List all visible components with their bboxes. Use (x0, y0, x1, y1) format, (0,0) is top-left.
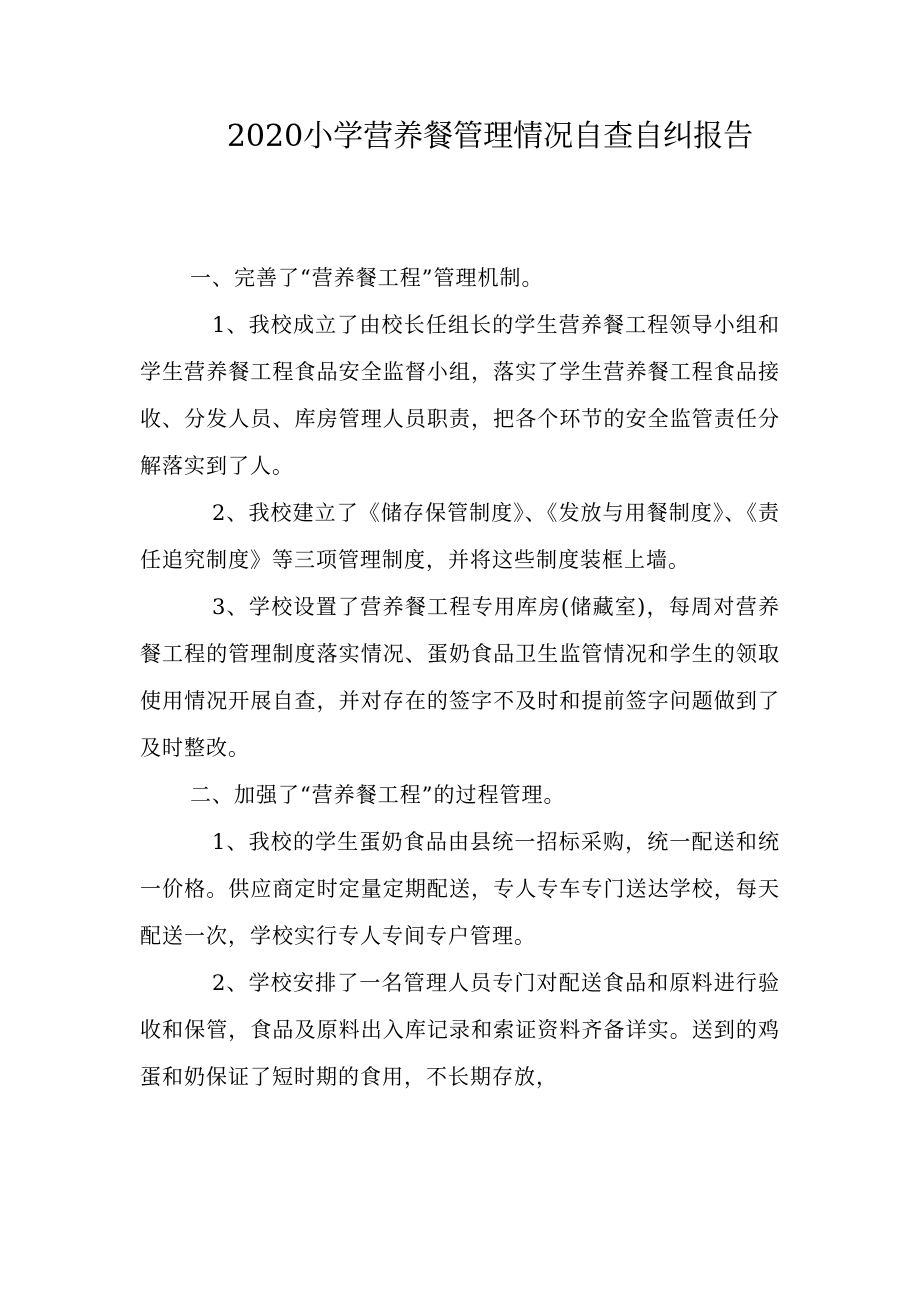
paragraph-2-2: 2、学校安排了一名管理人员专门对配送食品和原料进行验收和保管，食品及原料出入库记录和索证资料齐备详实。送到的鸡蛋和奶保证了短时期的食用，不长期存放， (140, 971, 780, 1089)
document-body (140, 255, 780, 1101)
section-heading-2: 二、加强了“营养餐工程”的过程管理。 (190, 783, 566, 807)
paragraph-1-1: 1、我校成立了由校长任组长的学生营养餐工程领导小组和学生营养餐工程食品安全监督小组，落实了学生营养餐工程食品接收、分发人员、库房管理人员职责，把各个环节的安全监管责任分解落实到了人。 (140, 313, 780, 478)
paragraph-1-2: 2、我校建立了《储存保管制度》、《发放与用餐制度》、《责任追究制度》等三项管理制度，并将这些制度装框上墙。 (140, 501, 780, 572)
paragraph-1-3: 3、学校设置了营养餐工程专用库房(储藏室)，每周对营养餐工程的管理制度落实情况、蛋奶食品卫生监管情况和学生的领取使用情况开展自查，并对存在的签字不及时和提前签字问题做到了及时整改。 (140, 595, 780, 760)
paragraph-2-1: 1、我校的学生蛋奶食品由县统一招标采购，统一配送和统一价格。供应商定时定量定期配送，专人专车专门送达学校，每天配送一次，学校实行专人专间专户管理。 (140, 830, 780, 948)
section-heading-1: 一、完善了“营养餐工程”管理机制。 (190, 266, 544, 290)
document-title: 2020小学营养餐管理情况自查自纠报告 (226, 119, 754, 154)
